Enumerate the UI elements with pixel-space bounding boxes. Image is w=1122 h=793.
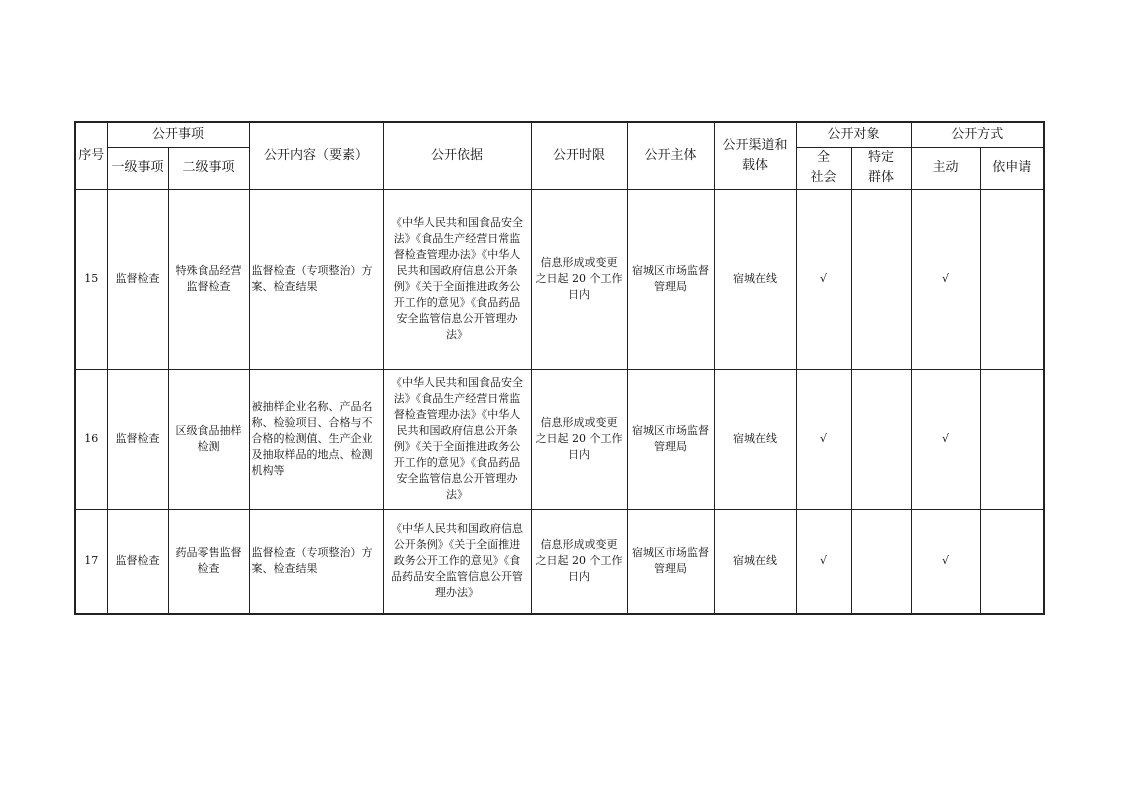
- cell-basis-line: 品药品安全监管信息公开管: [391, 570, 523, 584]
- cell-basis: [383, 369, 531, 509]
- cell-level2: [168, 369, 249, 509]
- cell-basis-line: 民共和国政府信息公开条: [396, 424, 518, 437]
- cell-channel: 宿城在线: [714, 189, 796, 369]
- disclosure-table: [74, 121, 1045, 615]
- cell-basis-line: 法》: [446, 488, 468, 501]
- cell-obj-all: √: [796, 509, 851, 614]
- cell-channel: 宿城在线: [714, 369, 796, 509]
- cell-time-limit-line: 信息形成或变更: [540, 416, 618, 429]
- cell-level1: 监督检查: [107, 369, 168, 509]
- header-obj-specific-line: 特定: [867, 150, 894, 165]
- cell-basis-line: 法》《食品生产经营日常监: [393, 392, 521, 405]
- cell-level2-line: 药品零售监督: [175, 546, 242, 560]
- header-method-active: 主动: [911, 147, 980, 189]
- cell-method-active: √: [911, 509, 980, 614]
- cell-method-apply: [980, 369, 1044, 509]
- cell-time-limit: [531, 369, 627, 509]
- header-channel-line: 公开渠道和: [722, 137, 788, 153]
- cell-seq: 17: [75, 509, 107, 614]
- cell-subject-line: 管理局: [654, 440, 687, 453]
- cell-level2-line: 检测: [197, 440, 220, 453]
- header-method-group: 公开方式: [911, 122, 1044, 147]
- cell-subject: [627, 189, 714, 369]
- cell-obj-specific: [851, 509, 911, 614]
- header-level2: 二级事项: [168, 147, 249, 189]
- cell-obj-specific: [851, 369, 911, 509]
- header-obj-all: [796, 147, 851, 189]
- header-content: 公开内容（要素）: [249, 122, 383, 189]
- header-channel: [714, 122, 796, 189]
- cell-basis-line: 《中华人民共和国食品安全: [391, 376, 523, 389]
- cell-content-line: 案、检查结果: [251, 280, 318, 293]
- cell-level1: 监督检查: [107, 509, 168, 614]
- cell-basis-line: 督检查管理办法》《中华人: [393, 248, 521, 261]
- cell-subject-line: 管理局: [654, 562, 687, 576]
- cell-seq: 16: [75, 369, 107, 509]
- cell-method-apply: [980, 509, 1044, 614]
- header-seq: 序号: [75, 122, 107, 189]
- cell-content-line: 监督检查（专项整治）方: [251, 264, 373, 277]
- cell-basis: [383, 509, 531, 614]
- header-items-group: 公开事项: [107, 122, 249, 147]
- cell-subject-line: 管理局: [654, 280, 687, 293]
- header-object-group: 公开对象: [796, 122, 911, 147]
- cell-content-line: 案、检查结果: [251, 562, 318, 576]
- header-obj-specific-line: 群体: [867, 170, 894, 185]
- cell-basis-line: 政务公开工作的意见》《食: [393, 554, 521, 568]
- cell-time-limit-line: 日内: [568, 288, 590, 301]
- table-row: [75, 369, 1044, 509]
- cell-subject: [627, 509, 714, 614]
- cell-level2-line: 监督检查: [186, 280, 231, 293]
- cell-level2-line: 区级食品抽样: [175, 424, 242, 437]
- header-channel-line: 载体: [741, 157, 768, 173]
- header-method-apply: 依申请: [980, 147, 1044, 189]
- cell-content-line: 及抽取样品的地点、检测: [251, 448, 373, 461]
- table-row: [75, 189, 1044, 369]
- cell-basis-line: 理办法》: [435, 586, 479, 600]
- cell-seq: 15: [75, 189, 107, 369]
- header-obj-all-line: 全: [816, 150, 830, 165]
- cell-basis: [383, 189, 531, 369]
- cell-basis-line: 民共和国政府信息公开条: [396, 264, 518, 277]
- cell-basis-line: 安全监管信息公开管理办: [396, 472, 518, 485]
- cell-basis-line: 法》《食品生产经营日常监: [393, 232, 521, 245]
- cell-subject: [627, 369, 714, 509]
- header-level1: 一级事项: [107, 147, 168, 189]
- header-basis: 公开依据: [383, 122, 531, 189]
- cell-level2: [168, 509, 249, 614]
- cell-level1: 监督检查: [107, 189, 168, 369]
- cell-content-line: 合格的检测值、生产企业: [251, 432, 373, 445]
- cell-level2: [168, 189, 249, 369]
- cell-content-line: 监督检查（专项整治）方: [251, 546, 373, 560]
- cell-method-active: √: [911, 369, 980, 509]
- cell-content: [249, 509, 383, 614]
- cell-basis-line: 安全监管信息公开管理办: [396, 312, 518, 325]
- cell-basis-line: 督检查管理办法》《中华人: [393, 408, 521, 421]
- cell-content-line: 被抽样企业名称、产品名: [251, 400, 373, 413]
- cell-basis-line: 公开条例》《关于全面推进: [393, 538, 521, 552]
- cell-subject-line: 宿城区市场监督: [632, 424, 709, 437]
- cell-time-limit: [531, 509, 627, 614]
- cell-subject-line: 宿城区市场监督: [632, 264, 709, 277]
- cell-basis-line: 《中华人民共和国食品安全: [391, 216, 523, 229]
- table-row: [75, 509, 1044, 614]
- cell-level2-line: 特殊食品经营: [175, 264, 242, 277]
- cell-time-limit-line: 信息形成或变更: [540, 538, 618, 552]
- cell-basis-line: 例》《关于全面推进政务公: [393, 280, 521, 293]
- cell-basis-line: 《中华人民共和国政府信息: [391, 522, 523, 536]
- cell-obj-specific: [851, 189, 911, 369]
- header-obj-specific: [851, 147, 911, 189]
- cell-content: [249, 369, 383, 509]
- header-subject: 公开主体: [627, 122, 714, 189]
- cell-obj-all: √: [796, 369, 851, 509]
- disclosure-table-container: [74, 121, 1045, 615]
- cell-level2-line: 检查: [197, 562, 220, 576]
- header-time-limit: 公开时限: [531, 122, 627, 189]
- cell-basis-line: 开工作的意见》《食品药品: [393, 296, 521, 309]
- cell-time-limit-line: 之日起 20 个工作: [535, 432, 623, 445]
- cell-basis-line: 法》: [446, 328, 468, 341]
- cell-subject-line: 宿城区市场监督: [632, 546, 709, 560]
- cell-content: [249, 189, 383, 369]
- cell-method-active: √: [911, 189, 980, 369]
- cell-time-limit: [531, 189, 627, 369]
- cell-channel: 宿城在线: [714, 509, 796, 614]
- cell-time-limit-line: 日内: [568, 448, 590, 461]
- cell-time-limit-line: 之日起 20 个工作: [535, 554, 623, 568]
- cell-time-limit-line: 信息形成或变更: [540, 256, 618, 269]
- cell-time-limit-line: 日内: [568, 570, 590, 584]
- cell-method-apply: [980, 189, 1044, 369]
- header-obj-all-line: 社会: [810, 170, 837, 185]
- cell-content-line: 称、检验项目、合格与不: [251, 416, 373, 429]
- cell-obj-all: √: [796, 189, 851, 369]
- cell-time-limit-line: 之日起 20 个工作: [535, 272, 623, 285]
- cell-content-line: 机构等: [251, 464, 285, 477]
- cell-basis-line: 例》《关于全面推进政务公: [393, 440, 521, 453]
- cell-basis-line: 开工作的意见》《食品药品: [393, 456, 521, 469]
